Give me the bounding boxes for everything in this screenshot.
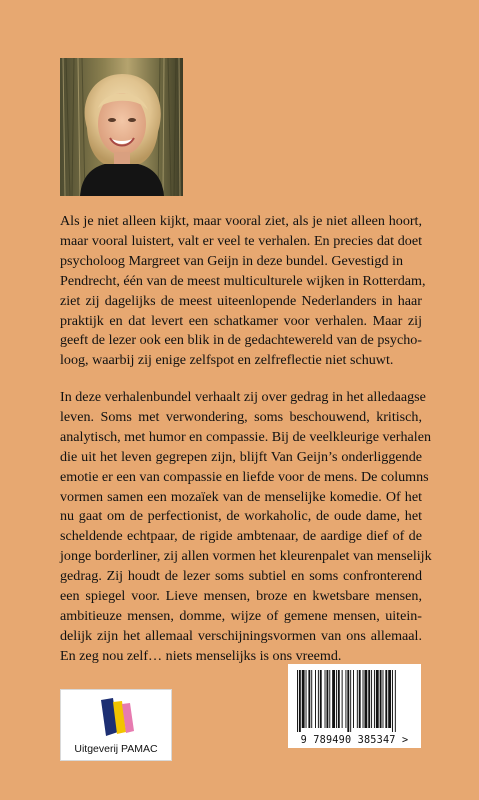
text-line: emotie er een van compassie en liefde voor de mens. De columns <box>60 468 429 485</box>
barcode-bar <box>342 670 343 728</box>
text-line: die uit het leven gegrepen zijn, blijft Van Geijn’s onderliggende <box>60 448 422 465</box>
barcode-bar <box>336 670 337 728</box>
barcode-bar <box>350 670 351 732</box>
barcode-bar <box>325 670 326 728</box>
barcode-bar <box>374 670 375 728</box>
barcode-bar <box>318 670 319 728</box>
text-line: geeft de lezer ook een blik in de gedachtewereld van de psycho- <box>60 332 422 349</box>
barcode-bar <box>320 670 322 728</box>
barcode-bar <box>306 670 307 728</box>
author-portrait-icon <box>60 58 183 196</box>
publisher-logo-box <box>60 689 172 761</box>
barcode-bar <box>359 670 361 728</box>
barcode-bar <box>376 670 379 728</box>
barcode-bar <box>385 670 387 728</box>
text-line: een spiegel voor. Lieve mensen, broze en kwetsbare mensen, <box>60 588 422 605</box>
barcode-number <box>288 735 421 746</box>
text-line: leven. Soms met verwondering, soms beschouwend, kritisch, <box>60 408 422 425</box>
text-line: In deze verhalenbundel verhaalt zij over gedrag in het alledaagse <box>60 389 426 405</box>
barcode-bars-icon <box>288 664 421 734</box>
text-line: nu gaat om de perfectionist, de workaholic, de oude dame, het <box>60 508 422 525</box>
barcode-bar <box>345 670 346 728</box>
text-line: psycholoog Margreet van Geijn in deze bundel. Gevestigd in <box>60 252 403 269</box>
description-paragraph-2 <box>60 388 432 667</box>
barcode-bar <box>395 670 396 732</box>
barcode-bar <box>392 670 393 732</box>
barcode-bar <box>297 670 298 732</box>
text-line: jonge borderliner, zij allen vormen het kleurenpalet van menselijk <box>60 548 432 565</box>
text-line: analytisch, met humor en compassie. Bij de veelkleurige verhalen <box>60 428 432 445</box>
barcode-bar <box>380 670 382 728</box>
text-line: Als je niet alleen kijkt, maar vooral ziet, als je niet alleen hoort, <box>60 213 422 229</box>
text-line: En zeg nou zelf… niets menselijks is ons vreemd. <box>60 647 342 664</box>
barcode-bar <box>368 670 370 728</box>
text-line: maar vooral luistert, valt er veel te verhalen. En precies dat doet <box>60 232 422 249</box>
isbn-digits: 9 789490 385347 <box>300 735 396 746</box>
text-line: gedrag. Zij houdt de lezer soms subtiel en soms confronterend <box>60 568 422 585</box>
book-stack-logo-icon <box>91 696 141 740</box>
text-line: Pendrecht, één van de meest multiculturele wijken in Rotterdam, <box>60 272 426 289</box>
barcode-bar <box>332 670 335 728</box>
isbn-barcode <box>288 664 421 748</box>
barcode-bar <box>371 670 372 728</box>
text-line: ziet zij dagelijks de meest uiteenlopende Nederlanders in haar <box>60 292 422 309</box>
author-photo <box>60 58 183 196</box>
barcode-bar <box>347 670 349 732</box>
barcode-bar <box>353 670 354 728</box>
description-paragraph-1 <box>60 212 426 371</box>
barcode-bar <box>315 670 316 728</box>
barcode-bar <box>308 670 310 728</box>
barcode-bar <box>383 670 384 728</box>
text-line: ambitieuze mensen, domme, wijze of gemene mensen, uitein- <box>60 607 422 624</box>
barcode-bar <box>357 670 358 728</box>
text-line: loog, waarbij zij enige zelfspot en zelfreflectie niet schuwt. <box>60 352 394 369</box>
text-line: scheldende echtpaar, de rigide ambtenaar, de aardige dief of de <box>60 528 422 545</box>
barcode-bar <box>388 670 391 728</box>
barcode-bar <box>302 670 305 728</box>
barcode-bar <box>363 670 364 728</box>
barcode-bar <box>299 670 301 732</box>
barcode-marker: > <box>402 735 409 746</box>
barcode-bar <box>311 670 312 728</box>
barcode-bar <box>326 670 328 728</box>
text-line: praktijk en dat levert een schatkamer voor verhalen. Maar zij <box>60 312 422 329</box>
publisher-name: Uitgeverij PAMAC <box>74 743 158 755</box>
barcode-bar <box>338 670 340 728</box>
text-line: delijk zijn het allemaal verschijningsvormen van ons allemaal. <box>60 627 422 644</box>
barcode-bar <box>364 670 367 728</box>
barcode-bar <box>329 670 330 728</box>
text-line: vormen samen een mozaïek van de menselijke komedie. Of het <box>60 488 422 505</box>
